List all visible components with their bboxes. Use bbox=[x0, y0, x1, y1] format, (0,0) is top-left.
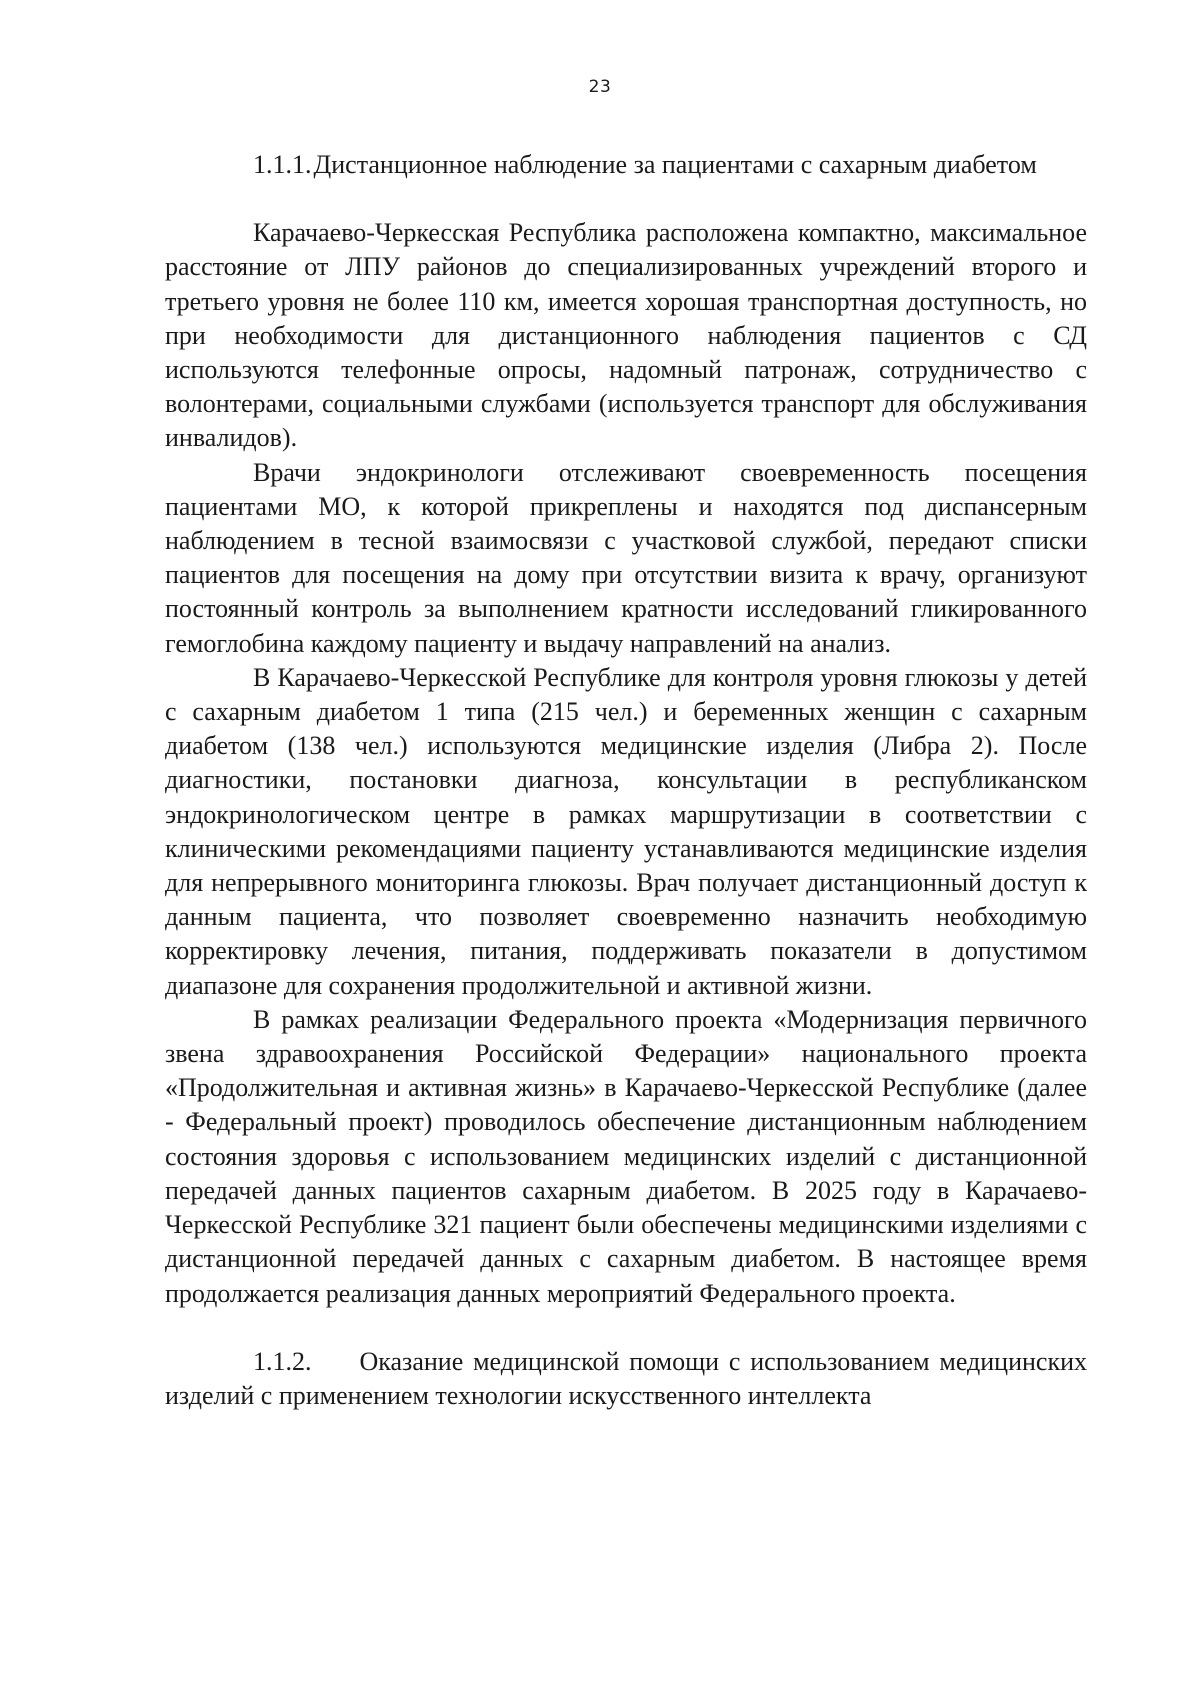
paragraph-federal-project: В рамках реализации Федерального проекта «Модернизация первичного звена здравоохранения Российской Федерации» национального проекта «Продолжительная и активная жизнь» в Карачаево-Черкесской Республике (далее - Федеральный проект) проводилось обеспечение дистанционным наблюдением состояния здоровья с использованием медицинских изделий с дистанционной передачей данных пациентов сахарным диабетом. В 2025 году в Карачаево-Черкесской Республике 321 пациент были обеспечены медицинскими изделиями с дистанционной передачей данных с сахарным диабетом. В настоящее время продолжается реализация данных мероприятий Федерального проекта. bbox=[165, 1004, 1087, 1308]
paragraph-glucose-monitoring: В Карачаево-Черкесской Республике для контроля уровня глюкозы у детей с сахарным диабетом 1 типа (215 чел.) и беременных женщин с сахарным диабетом (138 чел.) используются медицинские изделия (Либра 2). После диагностики, постановки диагноза, консультации в республиканском эндокринологическом центре в рамках маршрутизации в соответствии с клиническими рекомендациями пациенту устанавливаются медицинские изделия для непрерывного мониторинга глюкозы. Врач получает дистанционный доступ к данным пациента, что позволяет своевременно назначить необходимую корректировку лечения, питания, поддерживать показатели в допустимом диапазоне для сохранения продолжительной и активной жизни. bbox=[165, 662, 1087, 1000]
section-number: 1.1.1. bbox=[253, 150, 312, 179]
section-number: 1.1.2. bbox=[253, 1346, 312, 1376]
spacer bbox=[165, 1311, 1087, 1345]
section-heading-1-1-1 bbox=[165, 148, 1087, 182]
section-heading-1-1-2 bbox=[165, 1345, 1087, 1413]
page-number: 23 bbox=[588, 77, 612, 97]
document-body bbox=[165, 148, 1087, 1413]
paragraph-location: Карачаево-Черкесская Республика расположена компактно, максимальное расстояние от ЛПУ районов до специализированных учреждений второго и третьего уровня не более 110 км, имеется хорошая транспортная доступность, но при необходимости для дистанционного наблюдения пациентов с СД используются телефонные опросы, надомный патронаж, сотрудничество с волонтерами, социальными службами (используется транспорт для обслуживания инвалидов). bbox=[165, 218, 1087, 453]
section-title: Оказание медицинской помощи с использованием медицинских изделий с применением технологии искусственного интеллекта bbox=[165, 1346, 1087, 1410]
paragraph-endocrinologists: Врачи эндокринологи отслеживают своевременность посещения пациентами МО, к которой прикреплены и находятся под диспансерным наблюдением в тесной взаимосвязи с участковой службой, передают списки пациентов для посещения на дому при отсутствии визита к врачу, организуют постоянный контроль за выполнением кратности исследований гликированного гемоглобина каждому пациенту и выдачу направлений на анализ. bbox=[165, 457, 1087, 658]
spacer bbox=[165, 182, 1087, 216]
section-title: Дистанционное наблюдение за пациентами с сахарным диабетом bbox=[313, 150, 1037, 179]
